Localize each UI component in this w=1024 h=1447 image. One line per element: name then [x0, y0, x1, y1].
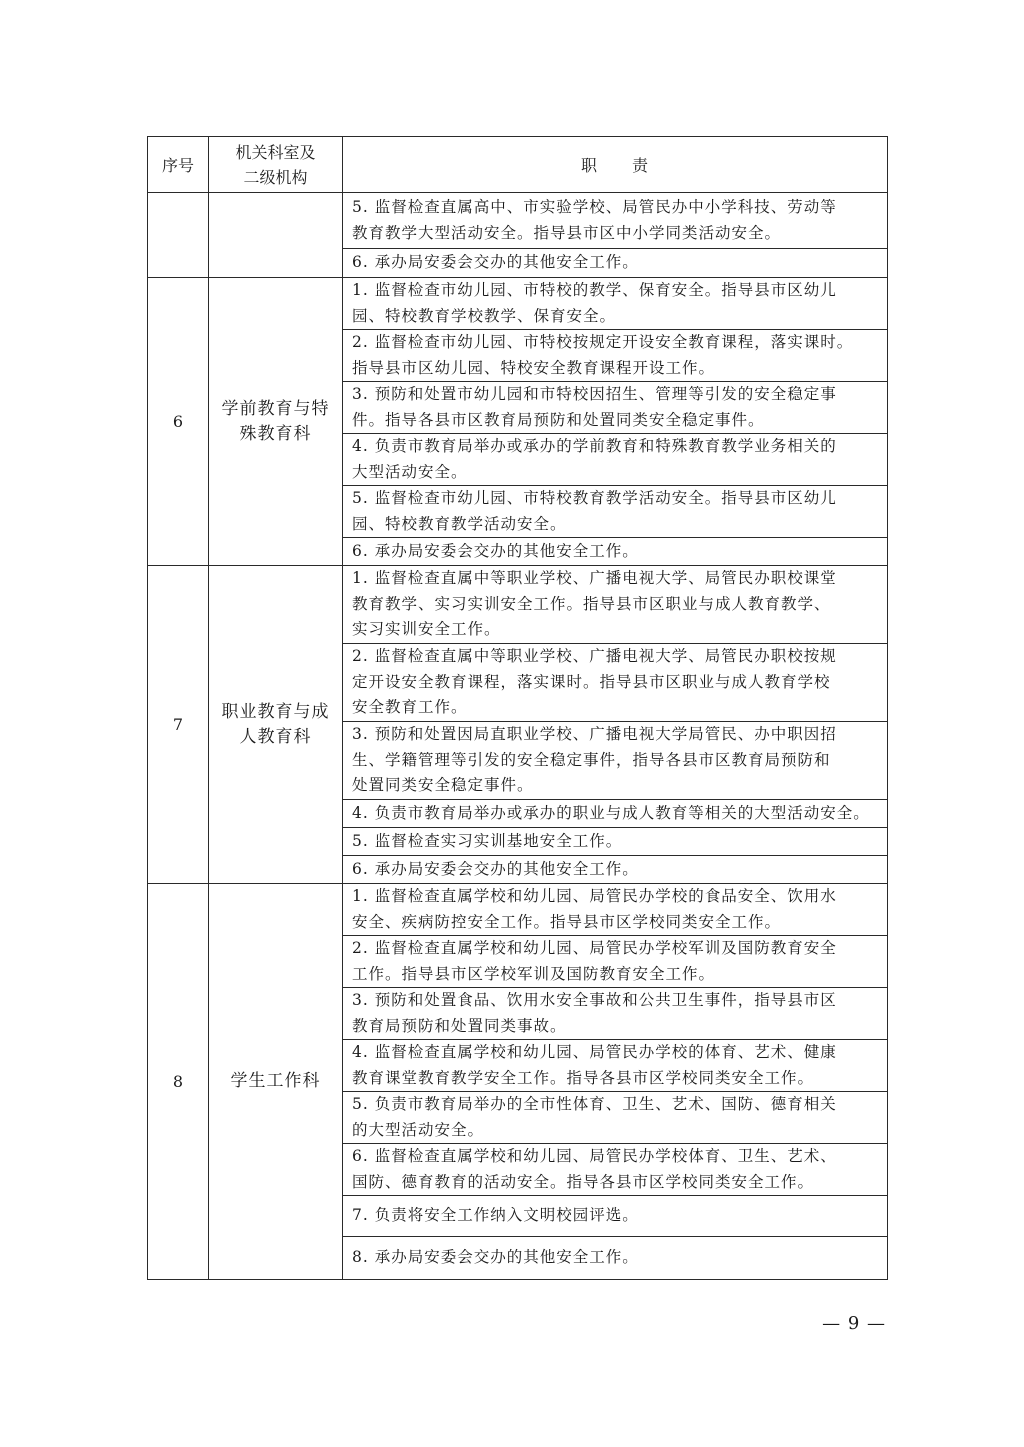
page-number: — 9 —	[822, 1313, 886, 1334]
duty-line: 1. 监督检查市幼儿园、市特校的教学、保育安全。指导县市区幼儿	[352, 281, 837, 299]
dept-line: 殊教育科	[239, 423, 312, 444]
duty-line: 5. 监督检查实习实训基地安全工作。	[352, 831, 623, 850]
duty-line: 3. 预防和处置市幼儿园和市特校因招生、管理等引发的安全稳定事	[352, 385, 837, 403]
duty-line: 2. 监督检查直属中等职业学校、广播电视大学、局管民办职校按规	[352, 647, 837, 666]
duty-line: 4. 负责市教育局举办或承办的学前教育和特殊教育教学业务相关的	[352, 437, 837, 455]
duty-line: 6. 承办局安委会交办的其他安全工作。	[352, 253, 639, 272]
group-num: 8	[148, 884, 209, 1280]
header-duty: 职 责	[343, 137, 888, 193]
dept-line: 学生工作科	[230, 1071, 321, 1091]
duty-line: 3. 预防和处置食品、饮用水安全事故和公共卫生事件，指导县市区	[352, 991, 837, 1009]
duty-line: 实习实训安全工作。	[352, 620, 501, 639]
duty-line: 6. 监督检查直属学校和幼儿园、局管民办学校体育、卫生、艺术、	[352, 1147, 837, 1165]
duty-cell	[343, 1237, 888, 1280]
duty-cell	[343, 936, 888, 988]
duty-line: 件。指导各县市区教育局预防和处置同类安全稳定事件。	[352, 410, 765, 429]
duty-line: 2. 监督检查直属学校和幼儿园、局管民办学校军训及国防教育安全	[352, 939, 837, 957]
duty-cell	[343, 856, 888, 884]
duty-line: 5. 监督检查市幼儿园、市特校教育教学活动安全。指导县市区幼儿	[352, 489, 837, 507]
header-num: 序号	[148, 137, 209, 193]
dept-cell-continued	[209, 193, 343, 278]
duty-line: 的大型活动安全。	[352, 1120, 485, 1139]
duty-cell	[343, 486, 888, 538]
duty-cell	[343, 249, 888, 278]
group-num: 6	[148, 278, 209, 566]
duty-line: 1. 监督检查直属中等职业学校、广播电视大学、局管民办职校课堂	[352, 569, 837, 588]
table-row	[148, 884, 888, 936]
duty-cell	[343, 800, 888, 828]
table-row	[148, 566, 888, 644]
duty-line: 指导县市区幼儿园、特校安全教育课程开设工作。	[352, 358, 716, 377]
header-dept-line: 机关科室及	[235, 142, 316, 162]
duty-cell	[343, 722, 888, 800]
dept-line: 职业教育与成	[221, 701, 330, 722]
duty-cell	[343, 538, 888, 566]
duty-line: 国防、德育教育的活动安全。指导各县市区学校同类安全工作。	[352, 1172, 815, 1191]
duty-line: 大型活动安全。	[352, 462, 468, 481]
duty-line: 2. 监督检查市幼儿园、市特校按规定开设安全教育课程，落实课时。	[352, 333, 854, 351]
duty-cell	[343, 382, 888, 434]
duty-line: 教育教学大型活动安全。指导县市区中小学同类活动安全。	[352, 223, 782, 242]
group-dept	[209, 278, 343, 566]
num-cell-continued	[148, 193, 209, 278]
group-num: 7	[148, 566, 209, 884]
duty-cell	[343, 884, 888, 936]
duty-cell	[343, 1092, 888, 1144]
duty-cell	[343, 1196, 888, 1237]
duty-line: 7. 负责将安全工作纳入文明校园评选。	[352, 1206, 639, 1225]
duty-line: 处置同类安全稳定事件。	[352, 776, 534, 795]
duty-line: 教育教学、实习实训安全工作。指导县市区职业与成人教育教学、	[352, 594, 831, 613]
duty-line: 3. 预防和处置因局直职业学校、广播电视大学局管民、办中职因招	[352, 725, 837, 744]
duty-cell	[343, 828, 888, 856]
duty-line: 生、学籍管理等引发的安全稳定事件，指导各县市区教育局预防和	[352, 750, 831, 769]
duty-cell	[343, 278, 888, 330]
duty-line: 6. 承办局安委会交办的其他安全工作。	[352, 859, 639, 878]
duty-line: 8. 承办局安委会交办的其他安全工作。	[352, 1248, 639, 1267]
duty-cell	[343, 434, 888, 486]
dept-line: 人教育科	[239, 726, 312, 747]
group-dept	[209, 884, 343, 1280]
duty-line: 安全、疾病防控安全工作。指导县市区学校同类安全工作。	[352, 912, 782, 931]
duty-cell	[343, 566, 888, 644]
duty-cell	[343, 644, 888, 722]
duty-line: 教育课堂教育教学安全工作。指导各县市区学校同类安全工作。	[352, 1068, 815, 1087]
table-row	[148, 278, 888, 330]
duty-line: 1. 监督检查直属学校和幼儿园、局管民办学校的食品安全、饮用水	[352, 887, 837, 905]
duty-line: 安全教育工作。	[352, 698, 468, 717]
group-dept	[209, 566, 343, 884]
duties-table	[147, 136, 888, 1280]
duty-line: 园、特校教育教学活动安全。	[352, 514, 567, 533]
duty-line: 6. 承办局安委会交办的其他安全工作。	[352, 541, 639, 560]
duty-line: 工作。指导县市区学校军训及国防教育安全工作。	[352, 964, 716, 983]
duty-line: 4. 负责市教育局举办或承办的职业与成人教育等相关的大型活动安全。	[352, 803, 870, 822]
dept-line: 学前教育与特	[221, 398, 330, 419]
table-row	[148, 193, 888, 249]
duty-line: 5. 监督检查直属高中、市实验学校、局管民办中小学科技、劳动等	[352, 198, 837, 216]
duty-line: 定开设安全教育课程，落实课时。指导县市区职业与成人教育学校	[352, 672, 831, 691]
duty-cell	[343, 1040, 888, 1092]
header-dept	[209, 137, 343, 193]
duty-line: 园、特校教育学校教学、保育安全。	[352, 306, 617, 325]
duty-line: 教育局预防和处置同类事故。	[352, 1016, 567, 1035]
duty-line: 5. 负责市教育局举办的全市性体育、卫生、艺术、国防、德育相关	[352, 1095, 837, 1113]
duty-cell	[343, 193, 888, 249]
duty-cell	[343, 330, 888, 382]
duty-cell	[343, 1144, 888, 1196]
header-dept-line: 二级机构	[243, 167, 308, 187]
duty-cell	[343, 988, 888, 1040]
table-header-row	[148, 137, 888, 193]
duty-line: 4. 监督检查直属学校和幼儿园、局管民办学校的体育、艺术、健康	[352, 1043, 837, 1061]
